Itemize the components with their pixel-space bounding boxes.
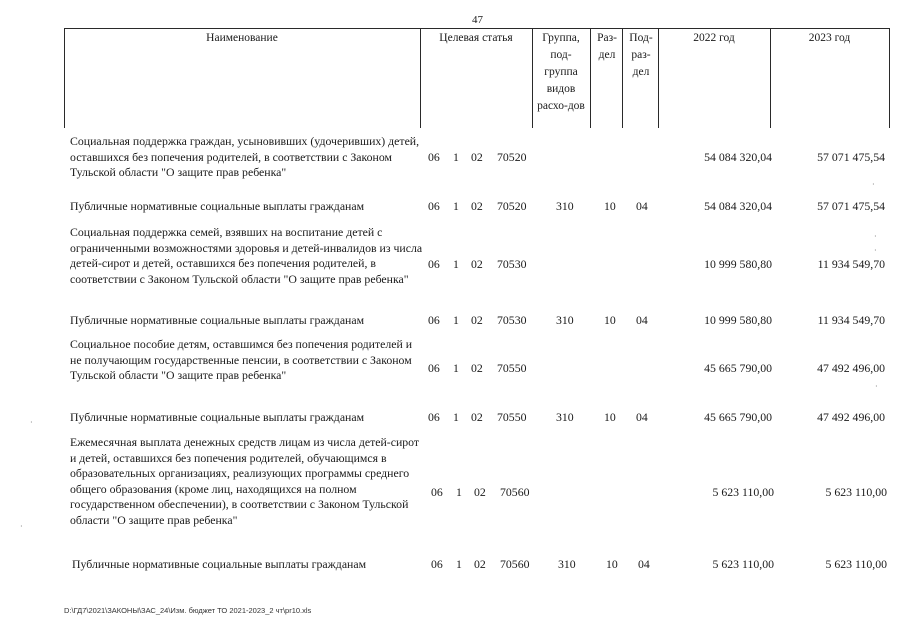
- code-event: 02: [471, 361, 483, 375]
- code-event: 02: [474, 557, 486, 571]
- header-group: Группа, под-группа видов расхо-дов: [537, 32, 585, 112]
- header-top-border: [64, 28, 890, 29]
- row-name: Социальная поддержка семей, взявших на воспитание детей с ограниченными возможностями здоровья и детей-инвалидов из числа детей-сирот и детей, оставшихся без попечения родителей, в соответствии с Законом Тульской области "О защите прав ребенка": [70, 225, 423, 286]
- amount-2022: 54 084 320,04: [704, 199, 772, 213]
- amount-2022: 10 999 580,80: [704, 257, 772, 271]
- row-name: Публичные нормативные социальные выплаты гражданам: [70, 199, 365, 213]
- code-group: 310: [558, 557, 576, 571]
- code-event: 02: [474, 485, 486, 499]
- scan-speck: ·: [872, 180, 875, 189]
- code-subprogram: 1: [453, 410, 459, 424]
- code-event: 02: [471, 410, 483, 424]
- amount-2022: 5 623 110,00: [712, 557, 774, 571]
- header-2022: 2022 год: [693, 32, 735, 44]
- header-subsection: Под-раз-дел: [629, 32, 653, 78]
- code-program: 06: [428, 361, 440, 375]
- code-direction: 70530: [497, 257, 527, 271]
- amount-2023: 47 492 496,00: [817, 410, 885, 424]
- code-direction: 70560: [500, 557, 530, 571]
- row-name: Социальная поддержка граждан, усыновивших (удочеривших) детей, оставшихся без попечения родителей, в соответствии с Законом Тульской области "О защите прав ребенка": [70, 134, 420, 179]
- code-event: 02: [471, 199, 483, 213]
- row-name: Социальное пособие детям, оставшимся без попечения родителей и не получающим государственные пенсии, в соответствии с Законом Тульской области "О защите прав ребенка": [70, 337, 413, 382]
- code-subprogram: 1: [453, 150, 459, 164]
- amount-2022: 10 999 580,80: [704, 313, 772, 327]
- code-section: 10: [604, 199, 616, 213]
- code-group: 310: [556, 410, 574, 424]
- header-target: Целевая статья: [439, 32, 513, 44]
- scan-speck: ·: [874, 246, 877, 255]
- row-name: Публичные нормативные социальные выплаты гражданам: [72, 557, 367, 571]
- amount-2023: 57 071 475,54: [817, 150, 885, 164]
- amount-2023: 47 492 496,00: [817, 361, 885, 375]
- amount-2023: 5 623 110,00: [825, 485, 887, 499]
- header-section: Раз-дел: [597, 32, 617, 61]
- code-program: 06: [428, 410, 440, 424]
- col-border: [889, 28, 890, 128]
- col-border: [532, 28, 533, 128]
- scan-speck: ·: [30, 418, 33, 427]
- code-section: 10: [604, 410, 616, 424]
- code-event: 02: [471, 257, 483, 271]
- code-group: 310: [556, 199, 574, 213]
- amount-2022: 45 665 790,00: [704, 361, 772, 375]
- amount-2022: 45 665 790,00: [704, 410, 772, 424]
- code-event: 02: [471, 150, 483, 164]
- page-number: 47: [472, 14, 483, 26]
- col-border: [622, 28, 623, 128]
- code-subprogram: 1: [456, 485, 462, 499]
- code-section: 10: [604, 313, 616, 327]
- code-direction: 70550: [497, 410, 527, 424]
- code-subprogram: 1: [453, 257, 459, 271]
- code-subprogram: 1: [453, 313, 459, 327]
- code-group: 310: [556, 313, 574, 327]
- scan-speck: ·: [875, 382, 878, 391]
- amount-2023: 11 934 549,70: [817, 257, 885, 271]
- code-subprogram: 1: [453, 361, 459, 375]
- code-subsection: 04: [636, 199, 648, 213]
- code-section: 10: [606, 557, 618, 571]
- row-name: Публичные нормативные социальные выплаты гражданам: [70, 410, 365, 424]
- code-direction: 70520: [497, 199, 527, 213]
- code-subsection: 04: [638, 557, 650, 571]
- scan-speck: ·: [20, 522, 23, 531]
- row-name: Публичные нормативные социальные выплаты гражданам: [70, 313, 365, 327]
- code-program: 06: [428, 313, 440, 327]
- amount-2023: 5 623 110,00: [825, 557, 887, 571]
- amount-2022: 5 623 110,00: [712, 485, 774, 499]
- code-subprogram: 1: [456, 557, 462, 571]
- file-path-footer: D:\ГД7\2021\ЗАКОНЫ\ЗАС_24\Изм. бюджет ТО 2021-2023_2 чт\pr10.xls: [64, 606, 312, 615]
- code-subprogram: 1: [453, 199, 459, 213]
- code-direction: 70520: [497, 150, 527, 164]
- code-direction: 70560: [500, 485, 530, 499]
- scan-speck: ·: [874, 232, 877, 241]
- code-program: 06: [428, 257, 440, 271]
- amount-2023: 57 071 475,54: [817, 199, 885, 213]
- row-name: Ежемесячная выплата денежных средств лицам из числа детей-сирот и детей, оставшихся без попечения родителей, обучающимся в образовательных организациях, реализующих программы среднего общего образования (кроме лиц, находящихся на полном государственном обеспечении), в соответствии с Законом Тульской области "О защите прав ребенка": [70, 435, 420, 527]
- header-name: Наименование: [206, 32, 278, 44]
- code-direction: 70550: [497, 361, 527, 375]
- code-program: 06: [428, 199, 440, 213]
- table-header: [64, 28, 890, 128]
- amount-2023: 11 934 549,70: [817, 313, 885, 327]
- header-2023: 2023 год: [808, 32, 851, 44]
- code-event: 02: [471, 313, 483, 327]
- code-program: 06: [431, 485, 443, 499]
- code-program: 06: [428, 150, 440, 164]
- col-border: [590, 28, 591, 128]
- code-direction: 70530: [497, 313, 527, 327]
- code-program: 06: [431, 557, 443, 571]
- amount-2022: 54 084 320,04: [704, 150, 772, 164]
- code-subsection: 04: [636, 313, 648, 327]
- code-subsection: 04: [636, 410, 648, 424]
